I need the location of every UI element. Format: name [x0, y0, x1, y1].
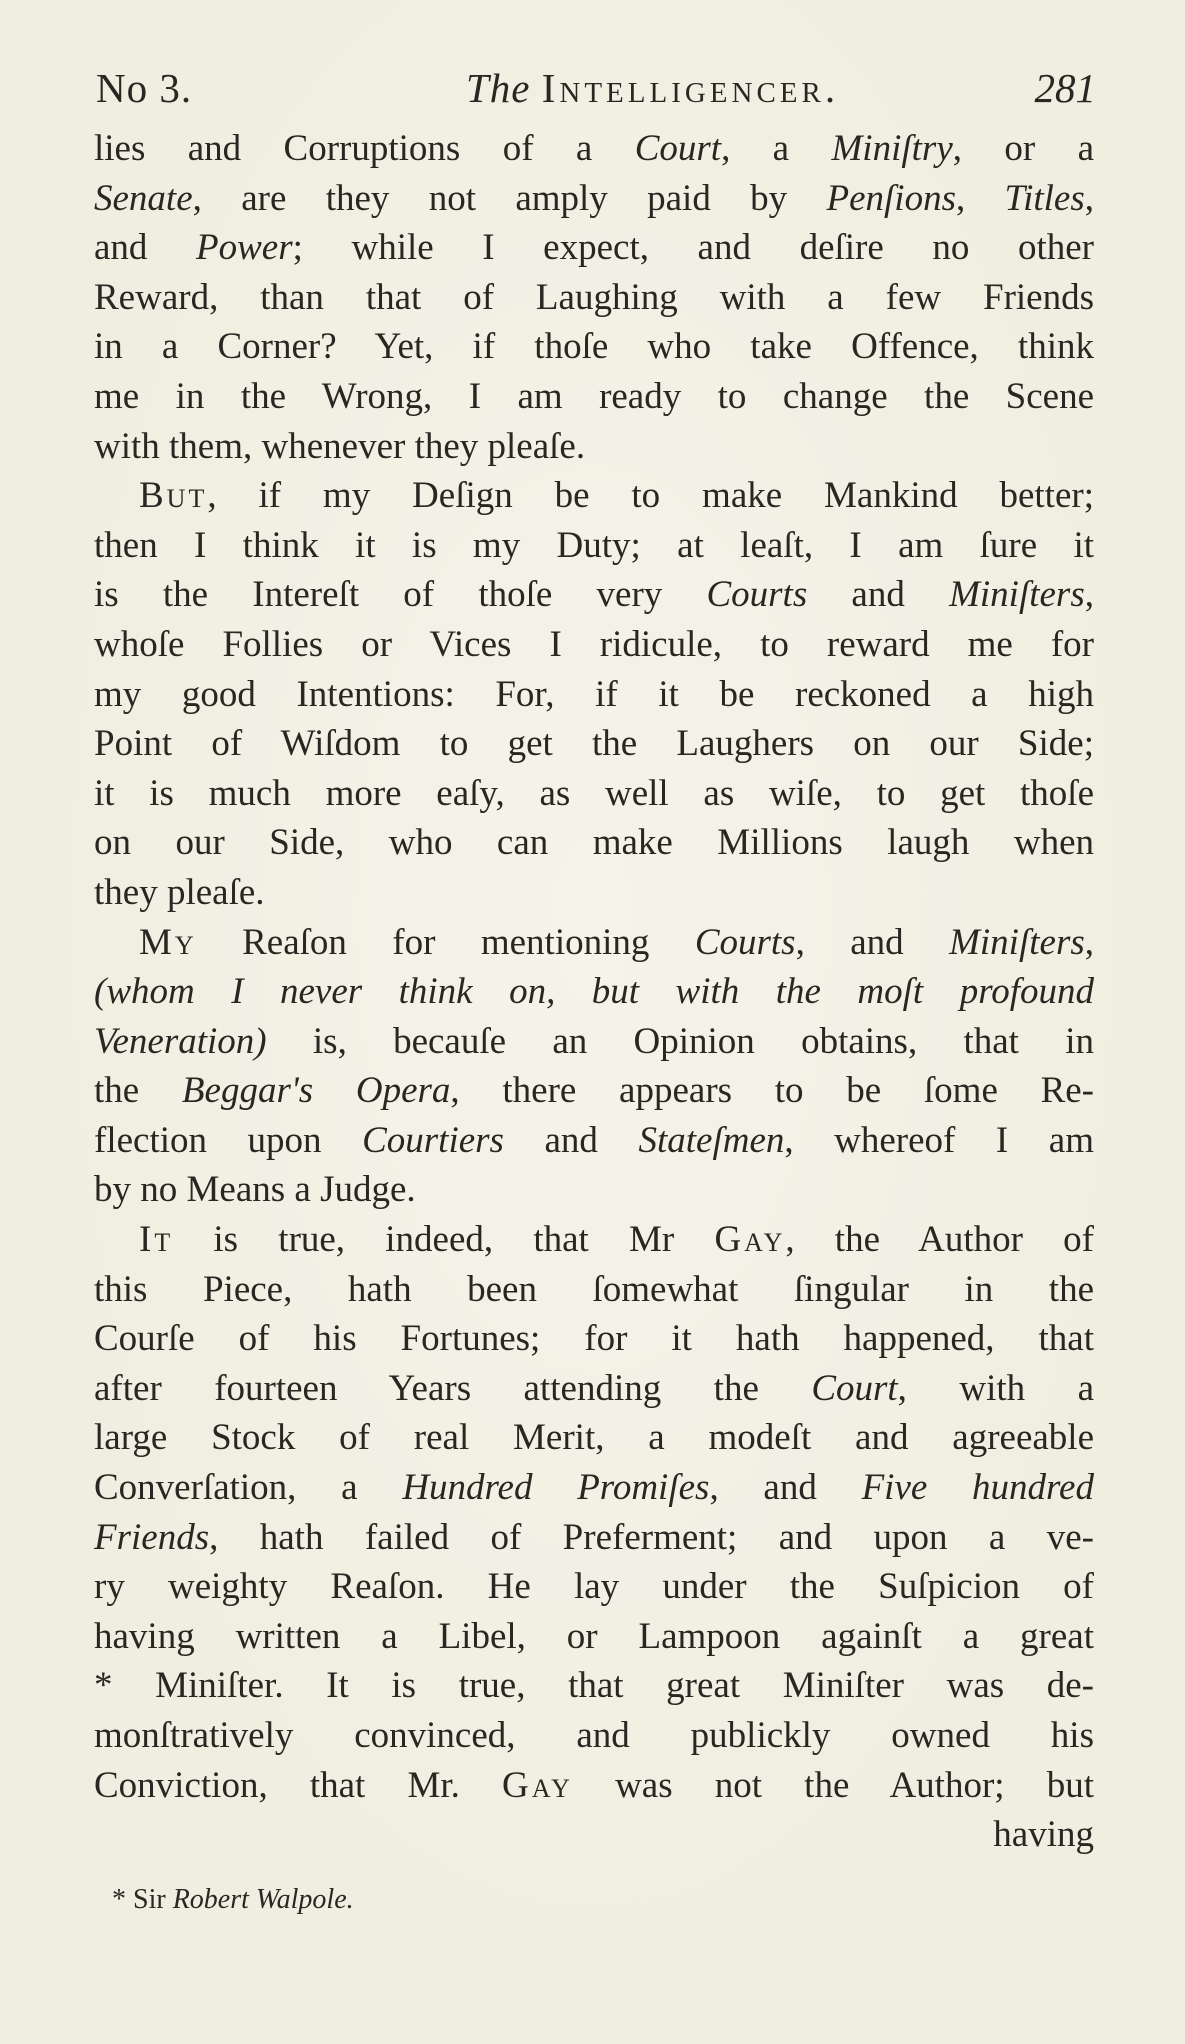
italic-text: Power [196, 227, 293, 269]
text-line [94, 322, 1094, 372]
text-segment: Point of Wiſdom to get the Laughers on our Side; [94, 723, 1094, 765]
text-segment: monſtratively convinced, and publickly owned his [94, 1715, 1094, 1756]
footnote [112, 1884, 354, 1916]
text-segment: , with a [897, 1367, 1094, 1409]
text-segment: in a Corner? Yet, if thoſe who take Offence, think [94, 326, 1094, 368]
text-segment: , [955, 177, 1005, 219]
italic-text: Five hundred [861, 1467, 1094, 1509]
text-segment: is true, indeed, that Mr [173, 1219, 715, 1261]
text-line [94, 719, 1094, 769]
body-text [94, 124, 1094, 1860]
text-segment: and [503, 1119, 639, 1161]
text-segment: was not the Author; but [572, 1764, 1094, 1806]
text-segment: it is much more eaſy, as well as wiſe, to get thoſe [94, 772, 1094, 814]
text-segment: , and [795, 921, 950, 963]
text-segment: , a [721, 128, 832, 169]
text-line [94, 1314, 1094, 1364]
text-segment: whoſe Follies or Vices I ridicule, to reward me for [94, 623, 1094, 665]
text-segment: and [807, 574, 950, 616]
text-line [94, 1463, 1094, 1513]
text-segment: Courſe of his Fortunes; for it hath happened, that [94, 1318, 1094, 1360]
text-line [94, 422, 1094, 472]
text-segment: ; while I expect, and deſire no other [292, 227, 1094, 269]
italic-text: Miniſtry [831, 128, 953, 169]
text-segment: and [94, 227, 197, 269]
text-segment: by no Means a Judge. [94, 1169, 416, 1211]
italic-text: Courts [706, 574, 808, 616]
text-line [94, 620, 1094, 670]
small-caps-text: It [139, 1219, 174, 1261]
text-line [94, 868, 1094, 918]
text-line [94, 918, 1094, 968]
text-line [94, 1810, 1094, 1860]
text-line [94, 1761, 1094, 1811]
text-segment: , whereof I am [784, 1119, 1094, 1161]
text-segment: , if my Deſign be to make Mankind better; [207, 475, 1094, 517]
italic-text: Hundred Promiſes [402, 1467, 710, 1509]
running-header [96, 64, 1096, 124]
text-segment: , are they not amply paid by [192, 177, 827, 219]
text-line [94, 521, 1094, 571]
text-segment: ry weighty Reaſon. He lay under the Suſpicion of [94, 1566, 1094, 1608]
italic-text: Miniſters [949, 921, 1085, 963]
text-segment: after fourteen Years attending the [94, 1367, 812, 1409]
text-line [94, 1711, 1094, 1761]
text-line [94, 1413, 1094, 1463]
text-segment: , [1084, 921, 1094, 963]
text-segment: with them, whenever they pleaſe. [94, 425, 586, 467]
running-title [466, 64, 839, 112]
italic-text: Courts [694, 921, 796, 963]
italic-text: Court [634, 128, 722, 169]
text-line [94, 1215, 1094, 1265]
text-line [94, 223, 1094, 273]
text-segment: , hath failed of Preferment; and upon a ve- [209, 1516, 1094, 1558]
text-segment: * Miniſter. It is true, that great Miniſter was de- [94, 1665, 1094, 1707]
text-line [94, 1116, 1094, 1166]
text-segment: then I think it is my Duty; at leaſt, I am ſure it [94, 524, 1094, 566]
text-segment: this Piece, hath been ſomewhat ſingular in the [94, 1268, 1094, 1310]
text-line [94, 471, 1094, 521]
text-segment: flection upon [94, 1119, 363, 1161]
text-segment: large Stock of real Merit, a modeſt and agreeable [94, 1417, 1094, 1459]
text-line [94, 670, 1094, 720]
italic-text: Courtiers [362, 1119, 504, 1161]
text-segment: Converſation, a [94, 1467, 403, 1509]
text-segment: having [993, 1814, 1094, 1856]
text-segment: , or a [952, 128, 1094, 169]
italic-text: Friends [94, 1516, 210, 1558]
text-line [94, 1066, 1094, 1116]
text-line [94, 769, 1094, 819]
text-segment: my good Intentions: For, if it be reckoned a high [94, 673, 1094, 715]
footnote-name: Robert Walpole. [172, 1884, 354, 1915]
text-segment: is the Intereſt of thoſe very [94, 574, 707, 616]
text-segment: Reward, than that of Laughing with a few Friends [94, 276, 1094, 318]
italic-text: Senate [94, 177, 193, 219]
italic-text: Miniſters [949, 574, 1085, 616]
text-line [94, 1017, 1094, 1067]
text-segment: Reaſon for mentioning [196, 921, 695, 963]
small-caps-text: Gay [714, 1219, 786, 1261]
text-line [94, 1265, 1094, 1315]
italic-text: Titles [1004, 177, 1085, 219]
text-line [94, 372, 1094, 422]
text-line [94, 124, 1094, 174]
text-segment: , [1084, 177, 1094, 219]
text-segment: , there appears to be ſome Re- [450, 1070, 1095, 1112]
footnote-prefix: * Sir [112, 1884, 173, 1915]
small-caps-text: But [139, 475, 208, 517]
italic-text: (whom I never think on, but with the moſt profound [94, 971, 1094, 1013]
running-title-intelligencer: Intelligencer. [541, 65, 840, 111]
text-line [94, 1562, 1094, 1612]
text-segment: , [1084, 574, 1094, 616]
text-segment: me in the Wrong, I am ready to change the Scene [94, 375, 1094, 417]
text-segment: the [94, 1070, 182, 1112]
italic-text: Veneration) [94, 1020, 267, 1062]
running-title-the: The [466, 65, 531, 111]
italic-text: Penſions [826, 177, 956, 219]
italic-text: Court [811, 1367, 898, 1409]
text-segment: is, becauſe an Opinion obtains, that in [266, 1020, 1094, 1062]
text-line [94, 570, 1094, 620]
text-segment: Conviction, that Mr. [94, 1764, 503, 1806]
small-caps-text: My [139, 921, 197, 963]
text-line [94, 818, 1094, 868]
italic-text: Beggar's Opera [181, 1070, 451, 1112]
text-segment: , and [709, 1467, 862, 1509]
text-segment: they pleaſe. [94, 871, 265, 913]
text-line [94, 273, 1094, 323]
small-caps-text: Gay [502, 1764, 573, 1806]
issue-number: No 3. [96, 65, 193, 111]
text-line [94, 1165, 1094, 1215]
text-segment: , the Author of [785, 1219, 1095, 1261]
text-line [94, 1513, 1094, 1563]
text-line [94, 174, 1094, 224]
text-line [94, 1612, 1094, 1662]
text-segment: lies and Corruptions of a [94, 128, 635, 169]
text-line [94, 1661, 1094, 1711]
text-segment: having written a Libel, or Lampoon againſt a great [94, 1615, 1094, 1657]
text-line [94, 1364, 1094, 1414]
italic-text: Stateſmen [638, 1119, 785, 1161]
page-number: 281 [1034, 65, 1096, 111]
text-segment: on our Side, who can make Millions laugh when [94, 822, 1094, 864]
text-line [94, 967, 1094, 1017]
